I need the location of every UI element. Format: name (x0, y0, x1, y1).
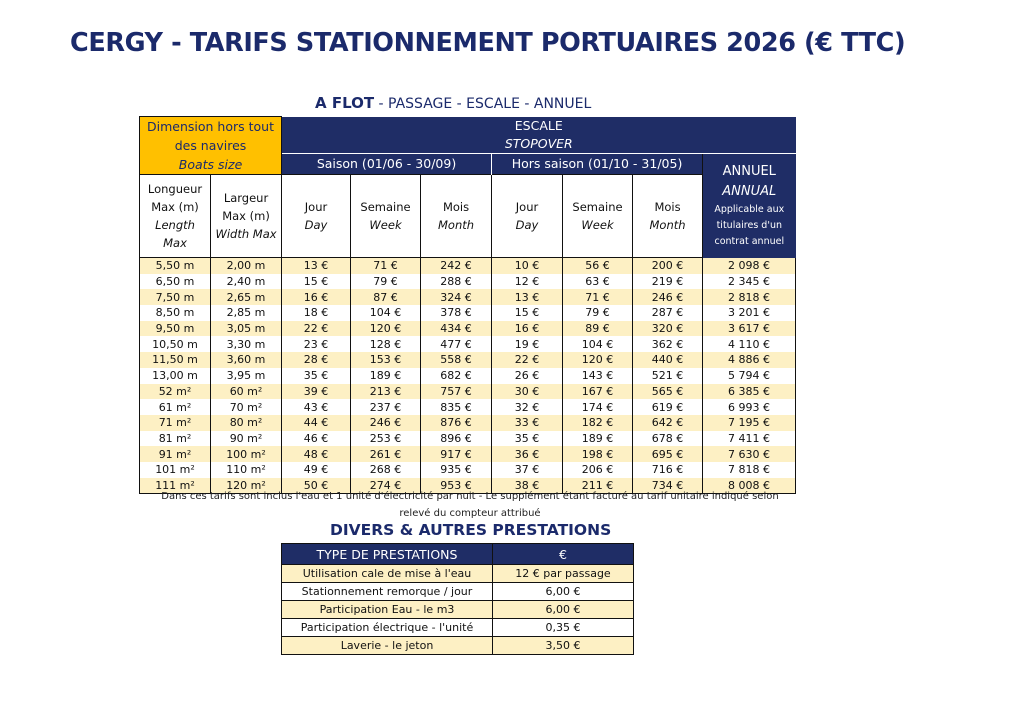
offseason-month-header (633, 175, 703, 258)
table-cell: 678 € (633, 431, 703, 447)
table-cell: 953 € (421, 478, 492, 494)
table-cell: 38 € (492, 478, 563, 494)
services-row (282, 583, 634, 601)
table-cell: 896 € (421, 431, 492, 447)
table-cell: 13,00 m (140, 368, 211, 384)
service-name: Laverie - le jeton (282, 637, 493, 655)
table-cell: 70 m² (211, 399, 282, 415)
table-cell: 81 m² (140, 431, 211, 447)
table-cell: 734 € (633, 478, 703, 494)
table-cell: 8 008 € (703, 478, 796, 494)
table-row (140, 274, 796, 290)
boat-size-header (140, 117, 282, 175)
month-label: Mois (654, 200, 681, 214)
table-cell: 242 € (421, 258, 492, 274)
length-label-2: Max (m) (151, 200, 199, 214)
table-cell: 5 794 € (703, 368, 796, 384)
services-price-header: € (493, 544, 634, 565)
annual-header-en: ANNUAL (722, 183, 777, 199)
table-cell: 6 385 € (703, 384, 796, 400)
length-label-1: Longueur (147, 182, 203, 196)
table-cell: 182 € (563, 415, 633, 431)
off-season-header: Hors saison (01/10 - 31/05) (492, 153, 703, 175)
table-cell: 189 € (563, 431, 633, 447)
table-cell: 120 € (351, 321, 421, 337)
table-cell: 22 € (492, 352, 563, 368)
table-cell: 2 345 € (703, 274, 796, 290)
day-label-en: Day (515, 218, 539, 232)
table-cell: 89 € (563, 321, 633, 337)
table-row (140, 305, 796, 321)
table-cell: 16 € (282, 289, 351, 305)
table-cell: 362 € (633, 336, 703, 352)
table-cell: 565 € (633, 384, 703, 400)
week-label: Semaine (360, 200, 411, 214)
table-cell: 50 € (282, 478, 351, 494)
table-cell: 440 € (633, 352, 703, 368)
width-col-header (211, 175, 282, 258)
table-row (140, 258, 796, 274)
service-price: 6,00 € (493, 583, 634, 601)
length-col-header (140, 175, 211, 258)
table-cell: 52 m² (140, 384, 211, 400)
table-cell: 757 € (421, 384, 492, 400)
table-cell: 110 m² (211, 462, 282, 478)
table-cell: 3,05 m (211, 321, 282, 337)
table-cell: 6,50 m (140, 274, 211, 290)
table-cell: 13 € (282, 258, 351, 274)
table-cell: 19 € (492, 336, 563, 352)
week-label-en: Week (369, 218, 402, 232)
table-cell: 71 € (563, 289, 633, 305)
width-label-3: Width Max (215, 227, 277, 241)
table-cell: 682 € (421, 368, 492, 384)
table-cell: 835 € (421, 399, 492, 415)
table-row (140, 415, 796, 431)
month-label-en: Month (649, 218, 686, 232)
included-note-line2: relevé du compteur attribué (399, 508, 541, 519)
month-label-en: Month (437, 218, 475, 232)
annual-header (703, 153, 796, 258)
table-cell: 716 € (633, 462, 703, 478)
table-cell: 39 € (282, 384, 351, 400)
table-cell: 8,50 m (140, 305, 211, 321)
length-label-4: Max (163, 236, 187, 250)
table-cell: 434 € (421, 321, 492, 337)
table-cell: 917 € (421, 446, 492, 462)
table-cell: 935 € (421, 462, 492, 478)
table-row (140, 368, 796, 384)
table-cell: 2 818 € (703, 289, 796, 305)
table-cell: 2,85 m (211, 305, 282, 321)
table-cell: 16 € (492, 321, 563, 337)
service-price: 0,35 € (493, 619, 634, 637)
service-price: 3,50 € (493, 637, 634, 655)
table-cell: 120 m² (211, 478, 282, 494)
table-cell: 324 € (421, 289, 492, 305)
table-cell: 79 € (351, 274, 421, 290)
table-cell: 10 € (492, 258, 563, 274)
table-cell: 4 886 € (703, 352, 796, 368)
table-cell: 37 € (492, 462, 563, 478)
month-label: Mois (442, 200, 470, 214)
table-cell: 3 201 € (703, 305, 796, 321)
table-cell: 35 € (282, 368, 351, 384)
service-name: Participation électrique - l'unité (282, 619, 493, 637)
header-row-4 (140, 175, 796, 258)
service-name: Utilisation cale de mise à l'eau (282, 565, 493, 583)
header-row-1 (140, 117, 796, 135)
table-cell: 246 € (633, 289, 703, 305)
services-row (282, 619, 634, 637)
width-label-2: Max (m) (222, 209, 270, 223)
table-cell: 521 € (633, 368, 703, 384)
table-cell: 3,60 m (211, 352, 282, 368)
day-label-en: Day (304, 218, 328, 232)
table-row (140, 399, 796, 415)
table-cell: 15 € (492, 305, 563, 321)
table-cell: 71 m² (140, 415, 211, 431)
table-cell: 876 € (421, 415, 492, 431)
table-cell: 111 m² (140, 478, 211, 494)
table-cell: 268 € (351, 462, 421, 478)
escale-header: ESCALE (282, 117, 796, 135)
table-cell: 9,50 m (140, 321, 211, 337)
divers-heading: DIVERS & AUTRES PRESTATIONS (330, 521, 612, 539)
table-row (140, 336, 796, 352)
services-type-header: TYPE DE PRESTATIONS (282, 544, 493, 565)
table-cell: 101 m² (140, 462, 211, 478)
table-cell: 167 € (563, 384, 633, 400)
table-cell: 4 110 € (703, 336, 796, 352)
table-cell: 261 € (351, 446, 421, 462)
table-cell: 558 € (421, 352, 492, 368)
table-cell: 7,50 m (140, 289, 211, 305)
table-cell: 143 € (563, 368, 633, 384)
table-cell: 477 € (421, 336, 492, 352)
table-cell: 7 195 € (703, 415, 796, 431)
table-cell: 79 € (563, 305, 633, 321)
table-cell: 91 m² (140, 446, 211, 462)
service-name: Stationnement remorque / jour (282, 583, 493, 601)
table-cell: 23 € (282, 336, 351, 352)
table-cell: 104 € (563, 336, 633, 352)
table-cell: 30 € (492, 384, 563, 400)
table-cell: 288 € (421, 274, 492, 290)
table-cell: 2 098 € (703, 258, 796, 274)
included-note (145, 488, 795, 522)
service-price: 6,00 € (493, 601, 634, 619)
table-cell: 46 € (282, 431, 351, 447)
table-cell: 80 m² (211, 415, 282, 431)
table-cell: 246 € (351, 415, 421, 431)
services-row (282, 601, 634, 619)
annual-note-2: titulaires d'un (716, 219, 782, 231)
table-cell: 237 € (351, 399, 421, 415)
table-cell: 642 € (633, 415, 703, 431)
table-cell: 60 m² (211, 384, 282, 400)
table-cell: 33 € (492, 415, 563, 431)
table-cell: 90 m² (211, 431, 282, 447)
day-label: Jour (304, 200, 328, 214)
season-day-header (282, 175, 351, 258)
table-cell: 6 993 € (703, 399, 796, 415)
afloat-heading-rest: - PASSAGE - ESCALE - ANNUEL (378, 96, 592, 112)
table-cell: 7 818 € (703, 462, 796, 478)
table-row (140, 462, 796, 478)
table-row (140, 289, 796, 305)
services-row (282, 637, 634, 655)
table-cell: 12 € (492, 274, 563, 290)
week-label-en: Week (581, 218, 614, 232)
service-price: 12 € par passage (493, 565, 634, 583)
table-cell: 13 € (492, 289, 563, 305)
table-cell: 87 € (351, 289, 421, 305)
boat-size-line2: des navires (174, 138, 247, 153)
table-row (140, 321, 796, 337)
table-cell: 35 € (492, 431, 563, 447)
afloat-heading-strong: A FLOT (315, 94, 375, 112)
afloat-heading (315, 94, 591, 112)
tariff-table (139, 116, 796, 494)
table-cell: 63 € (563, 274, 633, 290)
service-name: Participation Eau - le m3 (282, 601, 493, 619)
width-label-1: Largeur (223, 191, 269, 205)
table-cell: 287 € (633, 305, 703, 321)
table-cell: 7 630 € (703, 446, 796, 462)
table-cell: 22 € (282, 321, 351, 337)
table-cell: 253 € (351, 431, 421, 447)
table-cell: 61 m² (140, 399, 211, 415)
table-cell: 26 € (492, 368, 563, 384)
table-cell: 10,50 m (140, 336, 211, 352)
table-cell: 274 € (351, 478, 421, 494)
annual-note-3: contrat annuel (714, 235, 785, 247)
annual-header-fr: ANNUEL (722, 163, 776, 179)
table-cell: 219 € (633, 274, 703, 290)
table-cell: 5,50 m (140, 258, 211, 274)
table-cell: 3,30 m (211, 336, 282, 352)
table-cell: 206 € (563, 462, 633, 478)
table-cell: 3 617 € (703, 321, 796, 337)
season-month-header (421, 175, 492, 258)
table-cell: 695 € (633, 446, 703, 462)
table-cell: 2,40 m (211, 274, 282, 290)
services-row (282, 565, 634, 583)
table-cell: 36 € (492, 446, 563, 462)
week-label: Semaine (572, 200, 623, 214)
table-cell: 128 € (351, 336, 421, 352)
table-cell: 15 € (282, 274, 351, 290)
included-note-line1: Dans ces tarifs sont inclus l'eau et 1 unité d'électricité par nuit - Le supplément étant facturé au tarif unitaire indiqué selon (161, 491, 779, 502)
length-label-3: Length (155, 218, 195, 232)
annual-note-1: Applicable aux (714, 203, 785, 215)
table-cell: 378 € (421, 305, 492, 321)
table-cell: 174 € (563, 399, 633, 415)
table-cell: 120 € (563, 352, 633, 368)
table-row (140, 431, 796, 447)
table-row (140, 352, 796, 368)
table-row (140, 384, 796, 400)
table-cell: 211 € (563, 478, 633, 494)
services-header-row (282, 544, 634, 565)
table-cell: 11,50 m (140, 352, 211, 368)
tariff-rows (140, 258, 796, 494)
table-row (140, 446, 796, 462)
table-cell: 32 € (492, 399, 563, 415)
boat-size-line1: Dimension hors tout (147, 119, 274, 134)
table-cell: 28 € (282, 352, 351, 368)
season-header: Saison (01/06 - 30/09) (282, 153, 492, 175)
offseason-week-header (563, 175, 633, 258)
table-cell: 100 m² (211, 446, 282, 462)
table-cell: 49 € (282, 462, 351, 478)
boat-size-line3: Boats size (178, 157, 243, 172)
table-cell: 320 € (633, 321, 703, 337)
table-cell: 2,65 m (211, 289, 282, 305)
table-cell: 3,95 m (211, 368, 282, 384)
table-cell: 619 € (633, 399, 703, 415)
table-cell: 189 € (351, 368, 421, 384)
services-rows (282, 565, 634, 655)
table-cell: 44 € (282, 415, 351, 431)
table-cell: 213 € (351, 384, 421, 400)
season-week-header (351, 175, 421, 258)
table-cell: 43 € (282, 399, 351, 415)
day-label: Jour (515, 200, 539, 214)
table-cell: 2,00 m (211, 258, 282, 274)
table-cell: 56 € (563, 258, 633, 274)
table-cell: 153 € (351, 352, 421, 368)
table-cell: 18 € (282, 305, 351, 321)
table-cell: 48 € (282, 446, 351, 462)
table-cell: 104 € (351, 305, 421, 321)
table-cell: 198 € (563, 446, 633, 462)
page-title: CERGY - TARIFS STATIONNEMENT PORTUAIRES 2026 (€ TTC) (70, 28, 906, 58)
table-cell: 200 € (633, 258, 703, 274)
stopover-header: STOPOVER (282, 135, 796, 154)
offseason-day-header (492, 175, 563, 258)
table-cell: 7 411 € (703, 431, 796, 447)
table-cell: 71 € (351, 258, 421, 274)
services-table (281, 543, 634, 655)
